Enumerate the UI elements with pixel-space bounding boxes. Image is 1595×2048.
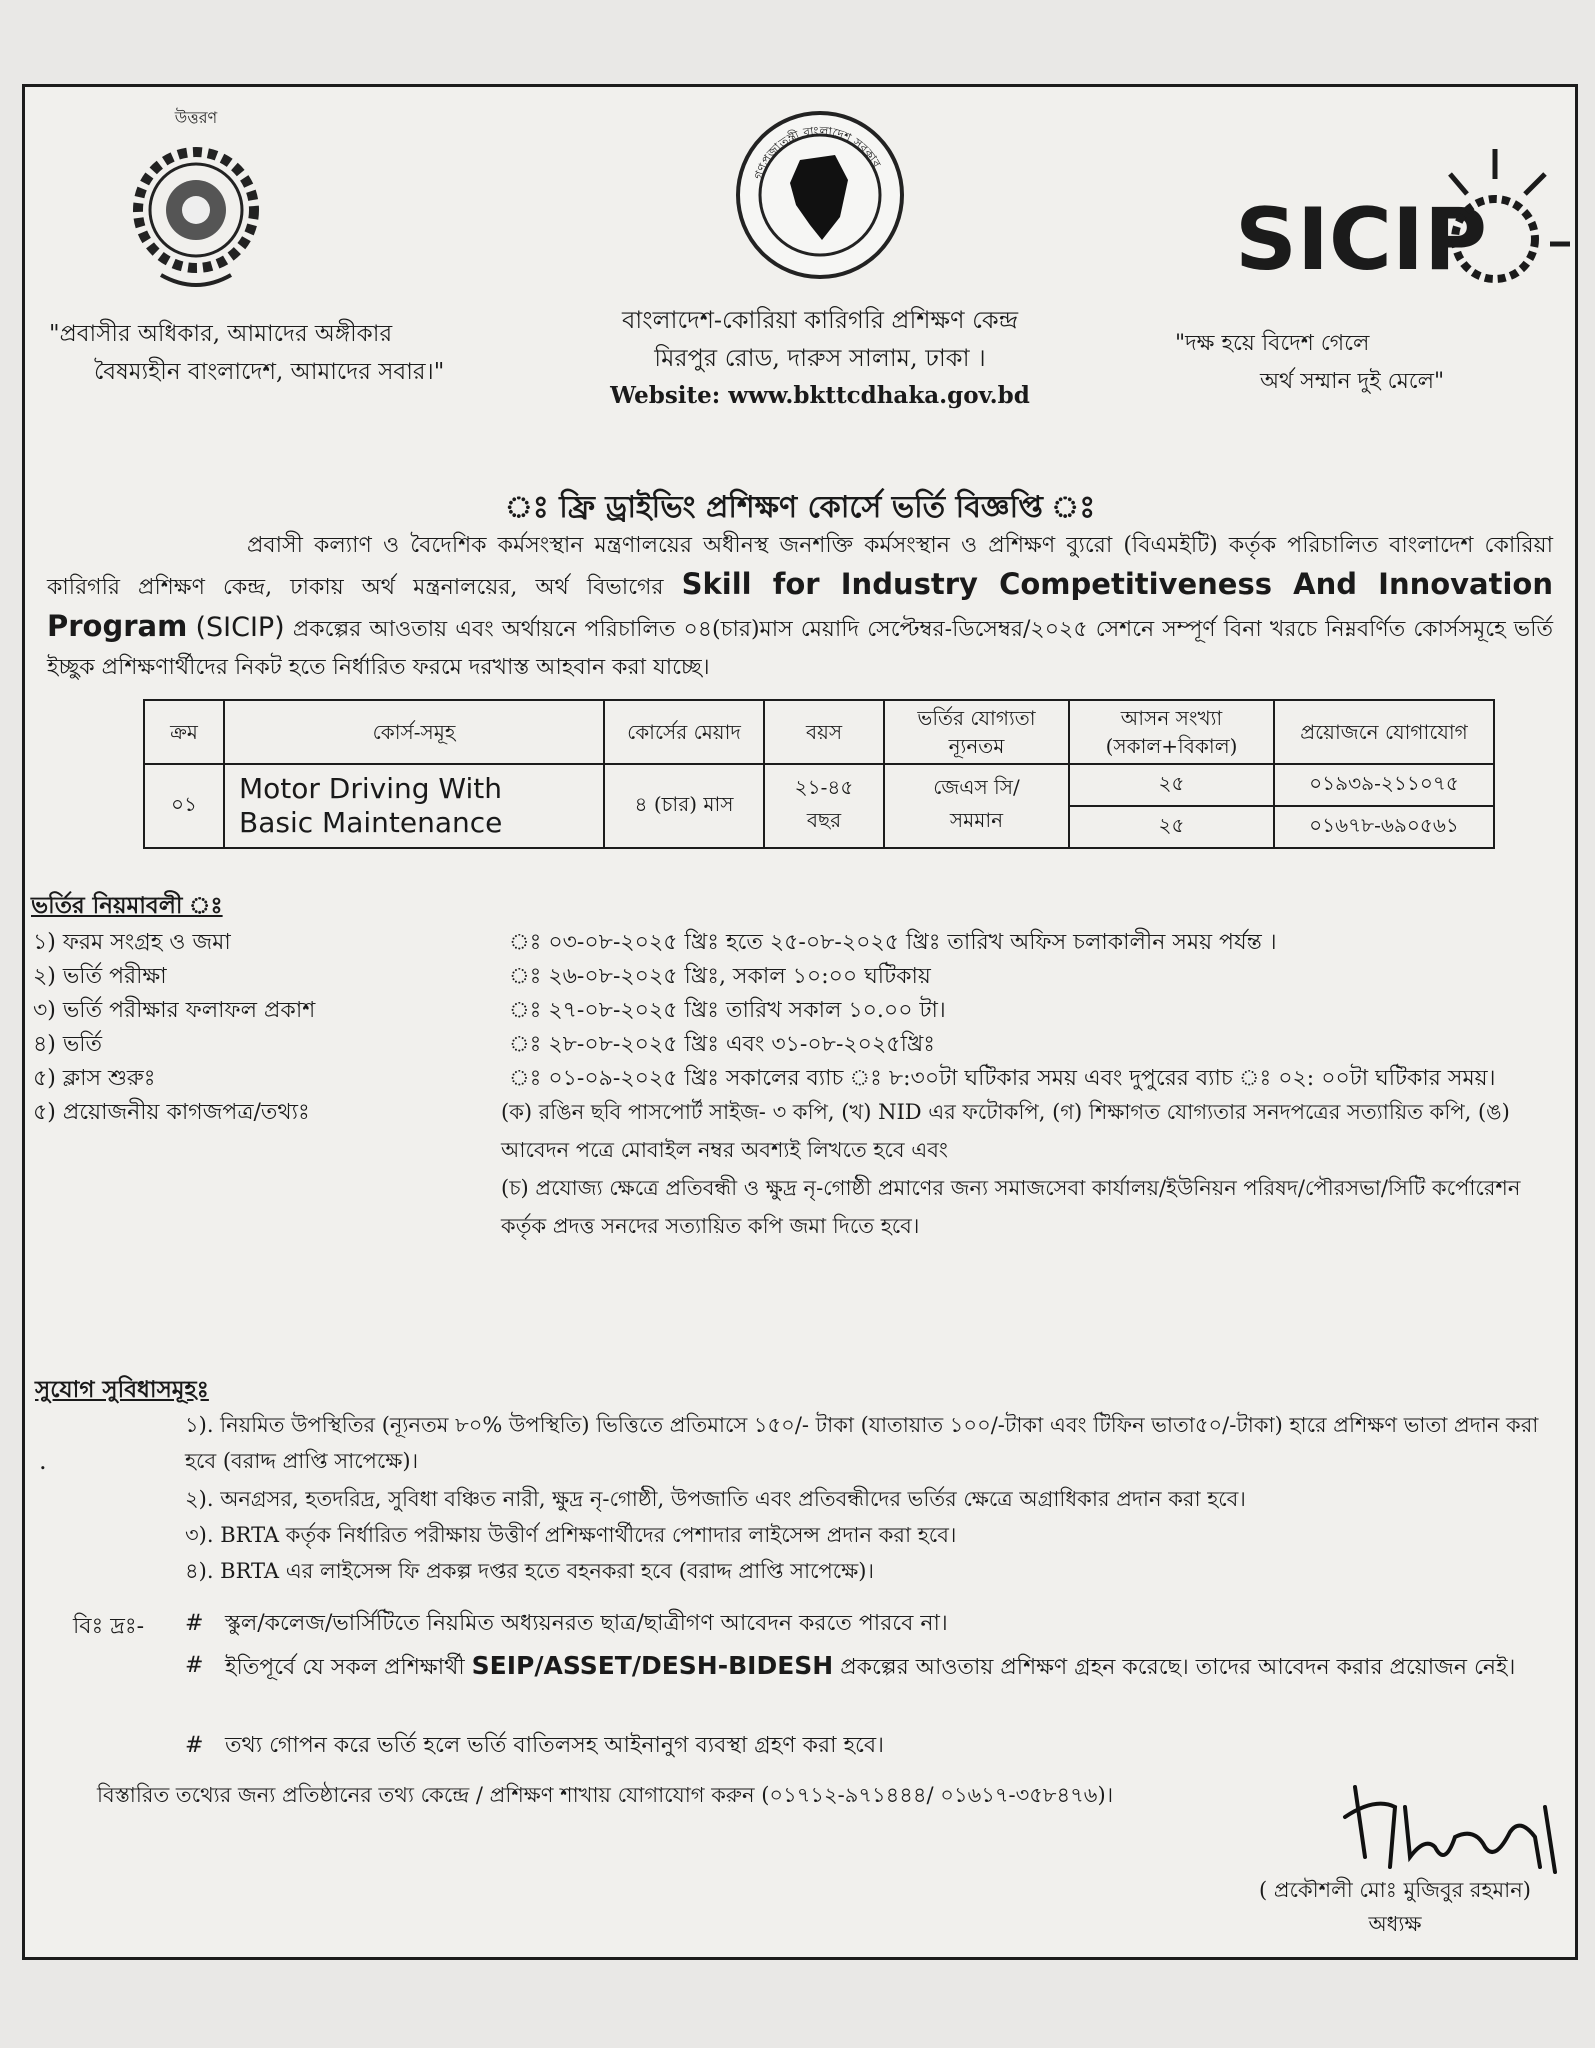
signatory-title: অধ্যক্ষ: [1368, 1912, 1422, 1936]
intro-part2: প্রকল্পের আওতায় এবং অর্থায়নে পরিচালিত ০৪(চার)মাস মেয়াদি সেপ্টেম্বর-ডিসেম্বর/২০২৫ সেশনে সম্পূর্ণ বিনা খরচে নিম্নবর্ণিত কোর্সসমূহে ভর্তি ইচ্ছুক প্রশিক্ষণার্থীদের নিকট হতে নির্ধারিত ফরমে দরখাস্ত আহবান করা যাচ্ছে।: [47, 617, 1554, 680]
institute-header: [545, 301, 1095, 415]
rule-row: [33, 993, 1563, 1027]
rule-row: [33, 1027, 1563, 1061]
rule-row: [33, 1061, 1563, 1095]
course-line1: Motor Driving With: [239, 772, 503, 805]
hash-bullet: #: [185, 1611, 204, 1636]
note-text: স্কুল/কলেজ/ভার্সিটিতে নিয়মিত অধ্যয়নরত ছাত্র/ছাত্রীগণ আবেদন করতে পারবে না।: [225, 1611, 948, 1636]
rule-key: ৩) ভর্তি পরীক্ষার ফলাফল প্রকাশ: [33, 998, 316, 1023]
benefits-heading: সুযোগ সুবিধাসমূহঃ: [35, 1376, 209, 1403]
notice-sheet: [22, 84, 1578, 1960]
benefit-item: ৩). BRTA কর্তৃক নির্ধারিত পরীক্ষায় উত্তীর্ণ প্রশিক্ষণার্থীদের পেশাদার লাইসেন্স প্রদান করা হবে।: [185, 1523, 957, 1547]
cell-qualification: [884, 764, 1069, 848]
note-text: [225, 1647, 1545, 1687]
col-contact: প্রয়োজনে যোগাযোগ: [1274, 700, 1494, 764]
bangladesh-govt-seal: [730, 105, 910, 285]
cell-serial: ০১: [144, 764, 224, 848]
contact-line: বিস্তারিত তথ্যের জন্য প্রতিষ্ঠানের তথ্য কেন্দ্রে / প্রশিক্ষণ শাখায় যোগাযোগ করুন (০১৭১২-৯৭১৪৪৪/ ০১৬১৭-৩৫৮৪৭৬)।: [97, 1783, 1114, 1807]
documents-line1: (ক) রঙিন ছবি পাসপোর্ট সাইজ- ৩ কপি, (খ) NID এর ফটোকপি, (গ) শিক্ষাগত যোগ্যতার সনদপত্রের সত্যায়িত কপি, (ঙ) আবেদন পত্রে মোবাইল নম্বর অবশ্যই লিখতে হবে এবং: [501, 1100, 1510, 1162]
bmet-logo: [121, 105, 271, 295]
benefit-item: ৪). BRTA এর লাইসেন্স ফি প্রকল্প দপ্তর হতে বহনকরা হবে (বরাদ্দ প্রাপ্তি সাপেক্ষে)।: [185, 1559, 874, 1583]
rule-row: [33, 925, 1563, 959]
left-slogan-line2: বৈষম্যহীন বাংলাদেশ, আমাদের সবার।": [94, 359, 445, 385]
right-slogan: [1175, 325, 1535, 401]
rules-heading: ভর্তির নিয়মাবলী ঃ: [31, 892, 223, 919]
cell-duration: ৪ (চার) মাস: [604, 764, 764, 848]
rule-key: ২) ভর্তি পরীক্ষা: [33, 964, 167, 989]
svg-text:SICIP: SICIP: [1235, 190, 1488, 290]
col-duration: কোর্সের মেয়াদ: [604, 700, 764, 764]
intro-paragraph: [47, 527, 1553, 687]
rule-key: ৪) ভর্তি: [33, 1032, 103, 1057]
rule-key: ১) ফরম সংগ্রহ ও জমা: [33, 930, 231, 955]
svg-text:গণপ্রজাতন্ত্রী বাংলাদেশ সরকার: গণপ্রজাতন্ত্রী বাংলাদেশ সরকার: [751, 123, 884, 182]
course-table: [143, 699, 1495, 849]
cell-contact-1: ০১৯৩৯-২১১০৭৫: [1274, 764, 1494, 806]
left-slogan-line1: "প্রবাসীর অধিকার, আমাদের অঙ্গীকার: [49, 321, 393, 347]
rule-value: ঃ ২৬-০৮-২০২৫ খ্রিঃ, সকাল ১০:০০ ঘটিকায়: [509, 964, 931, 989]
age-line1: ২১-৪৫: [794, 775, 854, 799]
col-age: বয়স: [764, 700, 884, 764]
table-row: [144, 764, 1494, 806]
signatory: [1225, 1873, 1565, 1941]
col-seats: আসন সংখ্যা (সকাল+বিকাল): [1069, 700, 1274, 764]
cell-seats-2: ২৫: [1069, 806, 1274, 848]
note-item: [185, 1605, 1545, 1643]
note-label: বিঃ দ্রঃ-: [73, 1614, 145, 1639]
program-abbr: (SICIP): [195, 612, 285, 643]
qualification-line2: সমমান: [949, 808, 1004, 832]
right-slogan-line1: "দক্ষ হয়ে বিদেশ গেলে: [1175, 331, 1370, 356]
rule-value: ঃ ০১-০৯-২০২৫ খ্রিঃ সকালের ব্যাচ ঃ ৮:৩০টা ঘটিকার সময় এবং দুপুরের ব্যাচ ঃ ০২: ০০টা ঘটিকার সময়।: [509, 1066, 1496, 1091]
rule-value: ঃ ২৭-০৮-২০২৫ খ্রিঃ তারিখ সকাল ১০.০০ টা।: [509, 998, 946, 1023]
notice-title: ঃ ফ্রি ড্রাইভিং প্রশিক্ষণ কোর্সে ভর্তি বিজ্ঞপ্তি ঃ: [504, 490, 1096, 525]
table-header-row: [144, 700, 1494, 764]
sicip-logo: [1225, 129, 1585, 319]
signatory-name: ( প্রকৌশলী মোঃ মুজিবুর রহমান): [1258, 1878, 1531, 1902]
note-text: তথ্য গোপন করে ভর্তি হলে ভর্তি বাতিলসহ আইনানুগ ব্যবস্থা গ্রহণ করা হবে।: [225, 1733, 884, 1758]
intro-part1: প্রবাসী কল্যাণ ও বৈদেশিক কর্মসংস্থান মন্ত্রণালয়ের অধীনস্থ জনশক্তি কর্মসংস্থান ও প্রশিক্ষণ ব্যুরো (বিএমইটি) কর্তৃক পরিচালিত বাংলাদেশ কোরিয়া কারিগরি প্রশিক্ষণ কেন্দ্র, ঢাকায় অর্থ মন্ত্রনালয়ের, অর্থ বিভাগের: [47, 533, 1553, 600]
hash-bullet: #: [185, 1653, 204, 1678]
svg-text:উত্তরণ: উত্তরণ: [174, 108, 218, 127]
hash-bullet: #: [185, 1733, 204, 1758]
note-item: [185, 1647, 1545, 1687]
institute-website[interactable]: Website: www.bkttcdhaka.gov.bd: [610, 382, 1030, 409]
benefit-item: ১). নিয়মিত উপস্থিতির (ন্যূনতম ৮০% উপস্থিতি) ভিত্তিতে প্রতিমাসে ১৫০/- টাকা (যাতায়াত ১০০/-টাকা এবং টিফিন ভাতা৫০/-টাকা) হারে প্রশিক্ষণ ভাতা প্রদান করা হবে (বরাদ্দ প্রাপ্তি সাপেক্ষে)।: [185, 1413, 1539, 1473]
rule-key: ৫) প্রয়োজনীয় কাগজপত্র/তথ্যঃ: [33, 1100, 310, 1125]
cell-contact-2: ০১৬৭৮-৬৯০৫৬১: [1274, 806, 1494, 848]
note-text-part: প্রকল্পের আওতায় প্রশিক্ষণ গ্রহন করেছে। তাদের আবেদন করার প্রয়োজন নেই।: [840, 1655, 1516, 1680]
rule-row: [33, 959, 1563, 993]
qualification-line1: জেএস সি/: [933, 775, 1020, 799]
signature-scribble: [1335, 1777, 1575, 1877]
left-slogan: [49, 315, 569, 391]
col-qualification: ভর্তির যোগ্যতা ন্যূনতম: [884, 700, 1069, 764]
note-item: [185, 1727, 1545, 1765]
institute-name: বাংলাদেশ-কোরিয়া কারিগরি প্রশিক্ষণ কেন্দ্র: [621, 306, 1019, 334]
program-name: Skill for Industry Competitiveness And Innovation Program: [47, 567, 1553, 643]
rule-value: ঃ ০৩-০৮-২০২৫ খ্রিঃ হতে ২৫-০৮-২০২৫ খ্রিঃ তারিখ অফিস চলাকালীন সময় পর্যন্ত ।: [509, 930, 1277, 955]
course-line2: Basic Maintenance: [239, 806, 503, 839]
rule-key: ৫) ক্লাস শুরুঃ: [33, 1066, 156, 1091]
col-serial: ক্রম: [144, 700, 224, 764]
required-documents: [501, 1093, 1551, 1245]
note-text-part: ইতিপূর্বে যে সকল প্রশিক্ষার্থী: [225, 1655, 465, 1680]
stray-dot: .: [39, 1447, 47, 1475]
cell-seats-1: ২৫: [1069, 764, 1274, 806]
documents-line2: (চ) প্রযোজ্য ক্ষেত্রে প্রতিবন্ধী ও ক্ষুদ্র নৃ-গোষ্ঠী প্রমাণের জন্য সমাজসেবা কার্যালয়/ইউনিয়ন পরিষদ/পৌরসভা/সিটি কর্পোরেশন কর্তৃক প্রদত্ত সনদের সত্যায়িত কপি জমা দিতে হবে।: [501, 1176, 1521, 1238]
rule-value: ঃ ২৮-০৮-২০২৫ খ্রিঃ এবং ৩১-০৮-২০২৫খ্রিঃ: [509, 1032, 935, 1057]
project-names: SEIP/ASSET/DESH-BIDESH: [471, 1651, 834, 1680]
institute-address: মিরপুর রোড, দারুস সালাম, ঢাকা ।: [654, 344, 986, 372]
benefit-item: ২). অনগ্রসর, হতদরিদ্র, সুবিধা বঞ্চিত নারী, ক্ষুদ্র নৃ-গোষ্ঠী, উপজাতি এবং প্রতিবন্ধীদের ভর্তির ক্ষেত্রে অগ্রাধিকার প্রদান করা হবে।: [185, 1487, 1246, 1511]
cell-age: [764, 764, 884, 848]
age-line2: বছর: [806, 808, 842, 832]
right-slogan-line2: অর্থ সম্মান দুই মেলে": [1260, 369, 1445, 394]
col-course: কোর্স-সমূহ: [224, 700, 604, 764]
cell-course: [224, 764, 604, 848]
